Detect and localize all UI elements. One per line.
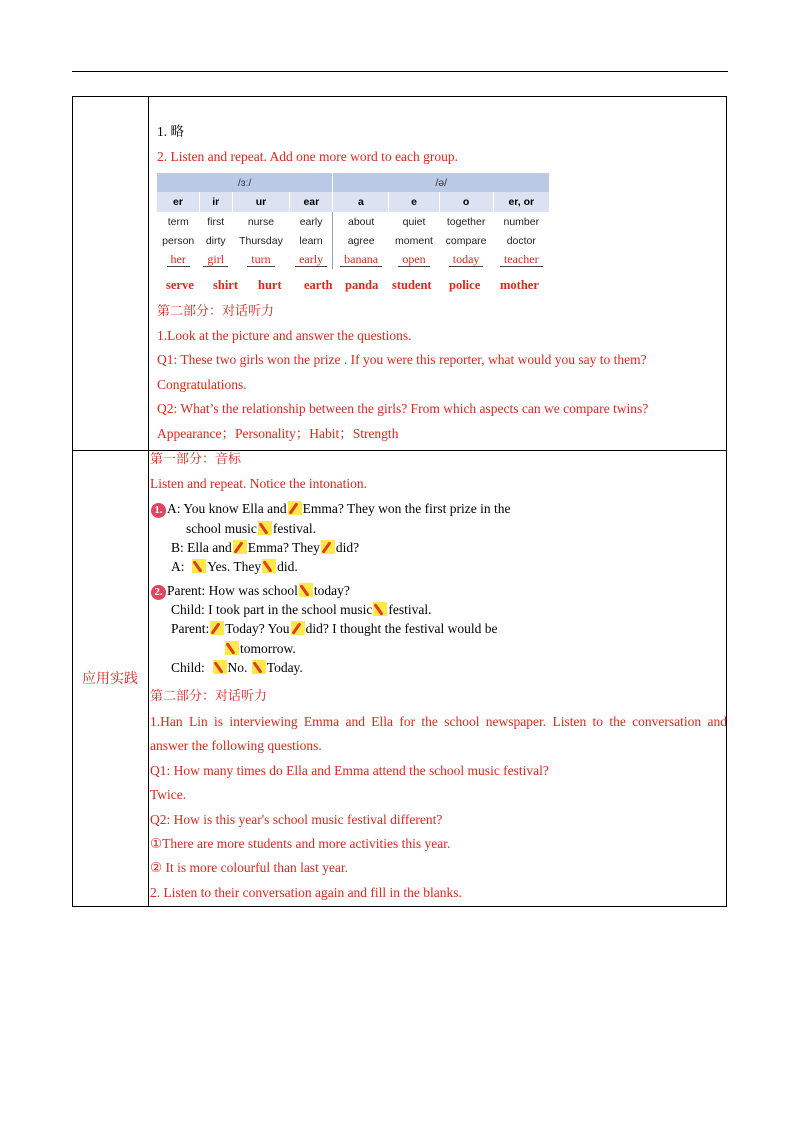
- dialog2-line5: [171, 659, 303, 677]
- spelling-cell: e: [389, 192, 439, 212]
- word-cell: learn: [299, 234, 323, 247]
- question-2b: Q2: How is this year's school music festival different?: [150, 812, 443, 827]
- extra-word: student: [392, 278, 432, 292]
- answer-word: open: [398, 252, 429, 267]
- row-label-practice: 应用实践: [82, 671, 138, 687]
- dialog1-line3: [171, 539, 359, 557]
- answer-1b: Twice.: [150, 787, 187, 802]
- extra-word: mother: [500, 278, 539, 292]
- spelling-cell: er, or: [493, 192, 549, 212]
- dialog1-line2: [186, 520, 316, 538]
- spelling-cell: er: [157, 192, 199, 212]
- dialog-text: today?: [313, 583, 350, 598]
- spelling-cell: ir: [199, 192, 232, 212]
- rising-intonation-icon: [321, 540, 335, 554]
- dialog-text: Today.: [266, 660, 303, 675]
- spelling-cell: ur: [232, 192, 290, 212]
- spelling-cell: o: [439, 192, 493, 212]
- column-divider: [148, 96, 149, 907]
- question-intro: 1.Look at the picture and answer the questions.: [157, 328, 412, 343]
- dialog2-line2: [171, 601, 431, 619]
- dialog-text: did.: [277, 559, 298, 574]
- answer-2b-1: ①There are more students and more activities this year.: [150, 836, 451, 851]
- dialog-text: A:: [171, 559, 185, 574]
- extra-word: hurt: [258, 278, 282, 292]
- dialog2-line3: [171, 620, 498, 638]
- dialog-text: festival.: [388, 602, 432, 617]
- rising-intonation-icon: [210, 621, 224, 635]
- question-1b: Q1: How many times do Ella and Emma attend the school music festival?: [150, 763, 549, 778]
- dialog-text: Emma? They won the first prize in the: [302, 501, 511, 516]
- dialog-text: Parent:: [171, 621, 210, 636]
- word-cell: quiet: [402, 215, 426, 228]
- header-rule: [72, 71, 728, 72]
- dialog-text: did?: [335, 540, 360, 555]
- question-intro-2-cont: answer the following questions.: [150, 738, 322, 753]
- word-cell: person: [162, 234, 195, 247]
- item-2-instruction: 2. Listen and repeat. Add one more word to each group.: [157, 149, 459, 164]
- dialog-text: Today? You: [225, 621, 290, 636]
- extra-word: panda: [345, 278, 379, 292]
- falling-intonation-icon: [299, 583, 313, 597]
- dialog-text: A: You know Ella and: [167, 501, 287, 516]
- word-cell: moment: [395, 234, 433, 247]
- answer-word: banana: [340, 252, 382, 267]
- dialog-text: did? I thought the festival would be: [305, 621, 498, 636]
- dialog2-line4: [224, 640, 296, 658]
- word-cell: first: [207, 215, 225, 228]
- word-cell: compare: [445, 234, 487, 247]
- intonation-instruction: Listen and repeat. Notice the intonation.: [150, 476, 368, 491]
- question-1: Q1: These two girls won the prize . If you were this reporter, what would you say to them?: [157, 352, 647, 367]
- answer-word: teacher: [500, 252, 543, 267]
- item-1: 1. 略: [157, 124, 184, 139]
- dialog-text: Parent: How was school: [167, 583, 298, 598]
- answer-word: her: [167, 252, 190, 267]
- question-2: Q2: What’s the relationship between the girls? From which aspects can we compare twins?: [157, 401, 649, 416]
- dialog-text: festival.: [272, 521, 316, 536]
- dialog1-line4: [171, 558, 298, 576]
- dialog-text: No.: [227, 660, 248, 675]
- dialog-number-badge: 1.: [151, 503, 166, 518]
- word-cell: nurse: [247, 215, 275, 228]
- word-cell: doctor: [506, 234, 536, 247]
- dialog1-line1: [151, 500, 510, 518]
- group-header-er: /ɜː/: [157, 173, 333, 192]
- rising-intonation-icon: [288, 501, 302, 515]
- falling-intonation-icon: [213, 660, 227, 674]
- extra-word: police: [449, 278, 481, 292]
- dialog2-line1: [151, 582, 350, 600]
- dialog-text: Child:: [171, 660, 205, 675]
- dialog-text: school music: [186, 521, 257, 536]
- spelling-cell: a: [333, 192, 389, 212]
- answer-word: today: [449, 252, 484, 267]
- item-2-fill-blanks: 2. Listen to their conversation again and fill in the blanks.: [150, 885, 462, 900]
- dialog-text: Emma? They: [247, 540, 320, 555]
- dialog-text: Yes. They: [207, 559, 262, 574]
- falling-intonation-icon: [262, 559, 276, 573]
- word-cell: Thursday: [239, 234, 283, 247]
- answer-word: girl: [203, 252, 228, 267]
- extra-word: serve: [166, 278, 194, 292]
- rising-intonation-icon: [233, 540, 247, 554]
- question-intro-2: 1.Han Lin is interviewing Emma and Ella for the school newspaper. Listen to the conversation and: [150, 714, 727, 729]
- falling-intonation-icon: [258, 521, 272, 535]
- dialog-text: Child: I took part in the school music: [171, 602, 373, 617]
- section-title-listening: 第二部分：对话听力: [157, 304, 275, 319]
- answer-word: turn: [247, 252, 274, 267]
- rising-intonation-icon: [291, 621, 305, 635]
- word-cell: about: [333, 212, 389, 231]
- falling-intonation-icon: [225, 641, 239, 655]
- word-cell: early: [299, 215, 323, 228]
- word-cell: agree: [333, 231, 389, 250]
- section-title-phonetics: 第一部分：音标: [150, 452, 242, 467]
- word-cell: dirty: [205, 234, 226, 247]
- section-title-listening-2: 第二部分：对话听力: [150, 689, 268, 704]
- extra-word: earth: [304, 278, 333, 292]
- falling-intonation-icon: [252, 660, 266, 674]
- phonics-table: [157, 173, 550, 269]
- extra-word: shirt: [213, 278, 238, 292]
- answer-2: Appearance；Personality；Habit；Strength: [157, 426, 399, 441]
- dialog-text: B: Ella and: [171, 540, 232, 555]
- spelling-cell: ear: [290, 192, 333, 212]
- answer-2b-2: ② It is more colourful than last year.: [150, 860, 349, 875]
- answer-word: early: [295, 252, 327, 267]
- word-cell: term: [167, 215, 189, 228]
- dialog-number-badge: 2.: [151, 585, 166, 600]
- word-cell: together: [446, 215, 486, 228]
- falling-intonation-icon: [192, 559, 206, 573]
- word-cell: number: [503, 215, 540, 228]
- dialog-text: tomorrow.: [240, 641, 296, 656]
- group-header-schwa: /ə/: [333, 173, 550, 192]
- answer-1: Congratulations.: [157, 377, 247, 392]
- falling-intonation-icon: [373, 602, 387, 616]
